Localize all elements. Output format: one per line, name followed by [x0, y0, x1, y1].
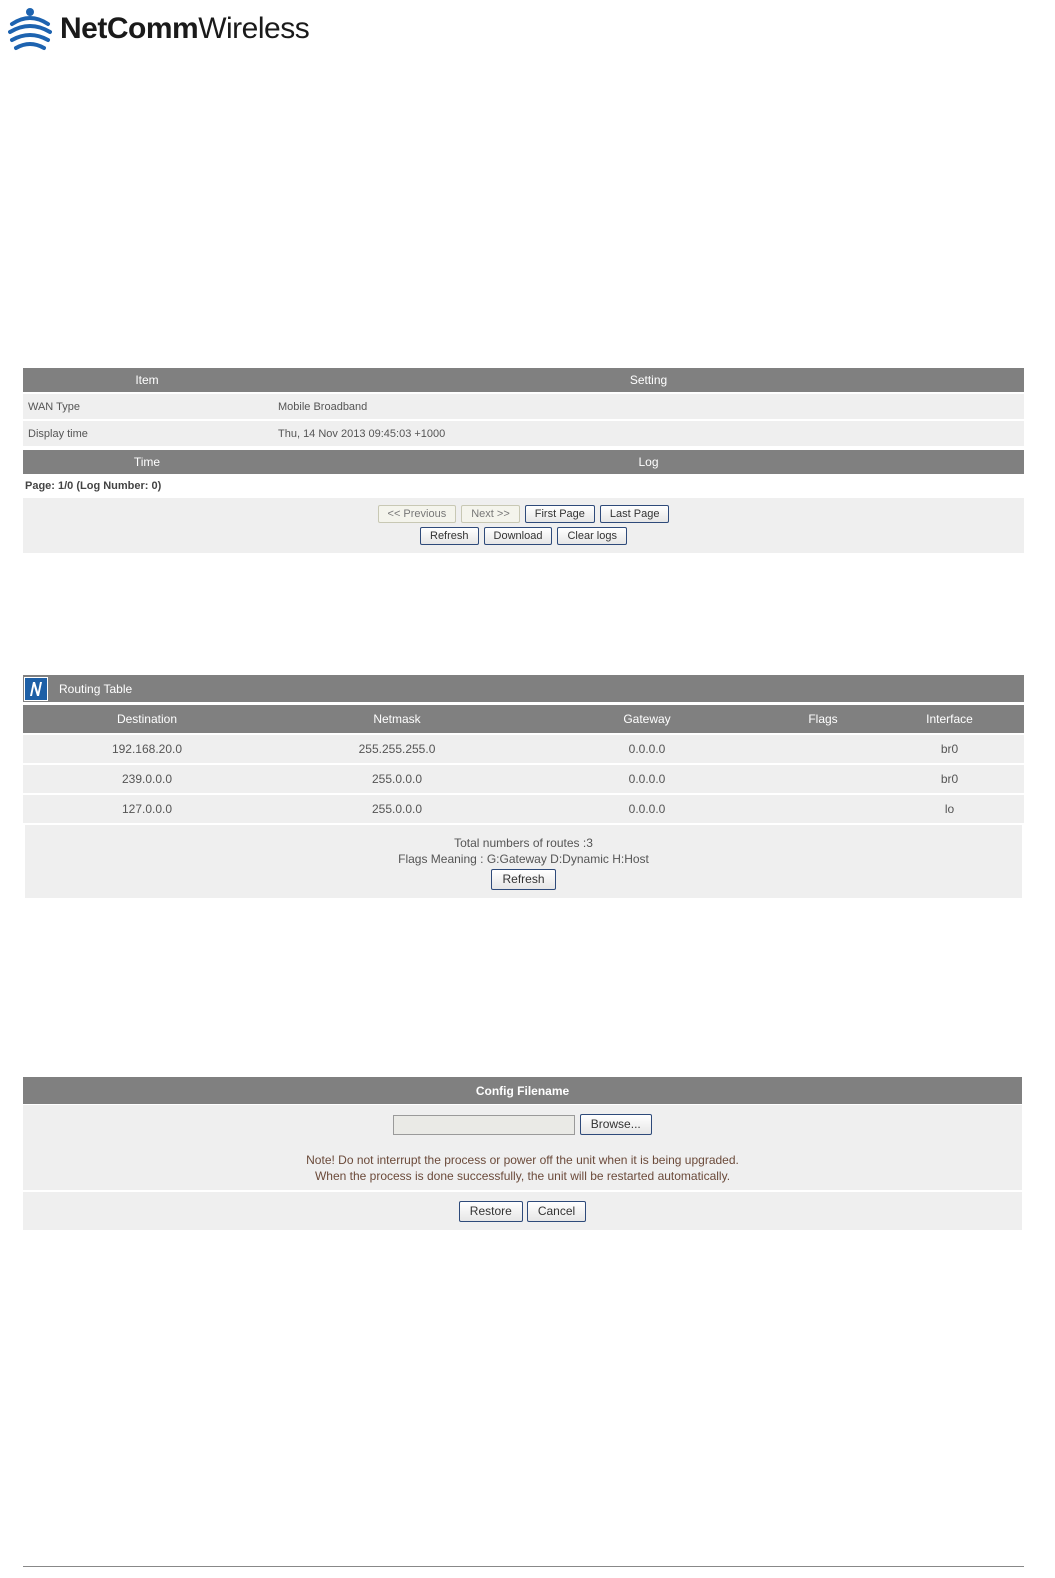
column-header-log: Log [638, 455, 659, 469]
netcomm-logo [8, 6, 309, 52]
netmask-cell: 255.0.0.0 [371, 772, 423, 786]
destination-cell: 127.0.0.0 [121, 802, 173, 816]
note-line-2: When the process is done successfully, the unit will be restarted automatically. [314, 1169, 731, 1183]
table-row [23, 394, 1024, 419]
next-page-button[interactable]: Next >> [461, 505, 520, 523]
routing-table-title-bar [23, 675, 1024, 702]
wan-type-value: Mobile Broadband [278, 400, 368, 413]
interface-cell: br0 [940, 742, 959, 756]
config-file-input[interactable] [393, 1115, 575, 1135]
browse-button[interactable]: Browse... [580, 1114, 652, 1135]
interface-cell: lo [944, 802, 955, 816]
restore-actions [23, 1192, 1022, 1230]
column-header-interface: Interface [926, 712, 973, 726]
config-filename-header: Config Filename [23, 1077, 1022, 1104]
routing-table-panel [23, 675, 1024, 898]
flags-meaning-text: Flags Meaning : G:Gateway D:Dynamic H:Host [398, 852, 649, 866]
destination-cell: 192.168.20.0 [111, 742, 183, 756]
table-row [23, 795, 1024, 823]
download-log-button[interactable]: Download [484, 527, 553, 545]
last-page-button[interactable]: Last Page [600, 505, 670, 523]
flags-cell [773, 735, 873, 763]
netmask-cell: 255.0.0.0 [371, 802, 423, 816]
page-divider [23, 1566, 1024, 1567]
brand-name: NetCommWireless [60, 12, 310, 45]
clear-logs-button[interactable]: Clear logs [557, 527, 627, 545]
flags-cell [773, 765, 873, 793]
row-label-display-time: Display time [28, 427, 88, 440]
column-header-netmask: Netmask [373, 712, 421, 726]
column-header-item: Item [135, 373, 159, 387]
netmask-cell: 255.255.255.0 [358, 742, 436, 756]
destination-cell: 239.0.0.0 [121, 772, 173, 786]
restore-form-body [23, 1105, 1022, 1190]
first-page-button[interactable]: First Page [525, 505, 595, 523]
routing-table-header [23, 705, 1024, 733]
column-header-gateway: Gateway [623, 712, 671, 726]
previous-page-button[interactable]: << Previous [378, 505, 457, 523]
gateway-cell: 0.0.0.0 [628, 802, 666, 816]
upgrade-warning-note [23, 1152, 1022, 1184]
refresh-log-button[interactable]: Refresh [420, 527, 479, 545]
row-label-wan-type: WAN Type [28, 400, 80, 413]
display-time-value: Thu, 14 Nov 2013 09:45:03 +1000 [278, 427, 446, 440]
page-info: Page: 1/0 (Log Number: 0) [25, 480, 162, 492]
refresh-routes-button[interactable]: Refresh [491, 869, 555, 890]
flags-cell [773, 795, 873, 823]
column-header-flags: Flags [808, 712, 838, 726]
note-line-1: Note! Do not interrupt the process or power off the unit when it is being upgraded. [306, 1153, 739, 1167]
cancel-button[interactable]: Cancel [527, 1201, 586, 1222]
gateway-cell: 0.0.0.0 [628, 772, 666, 786]
table-row [23, 735, 1024, 763]
routing-table-title: Routing Table [59, 681, 133, 696]
log-button-bar [23, 498, 1024, 553]
log-settings-header [23, 368, 1024, 392]
interface-cell: br0 [940, 772, 959, 786]
restore-config-panel [23, 1077, 1022, 1230]
total-routes-text: Total numbers of routes :3 [454, 836, 593, 850]
column-header-setting: Setting [629, 373, 668, 387]
table-row [23, 421, 1024, 446]
routing-table-footer [25, 825, 1022, 898]
column-header-time: Time [133, 455, 161, 469]
column-header-destination: Destination [116, 712, 178, 726]
log-table-header [23, 450, 1024, 474]
wifi-signal-icon [8, 6, 52, 52]
gateway-cell: 0.0.0.0 [628, 742, 666, 756]
netcomm-n-icon [24, 677, 48, 701]
table-row [23, 765, 1024, 793]
restore-button[interactable]: Restore [459, 1201, 523, 1222]
system-log-panel [23, 368, 1024, 553]
